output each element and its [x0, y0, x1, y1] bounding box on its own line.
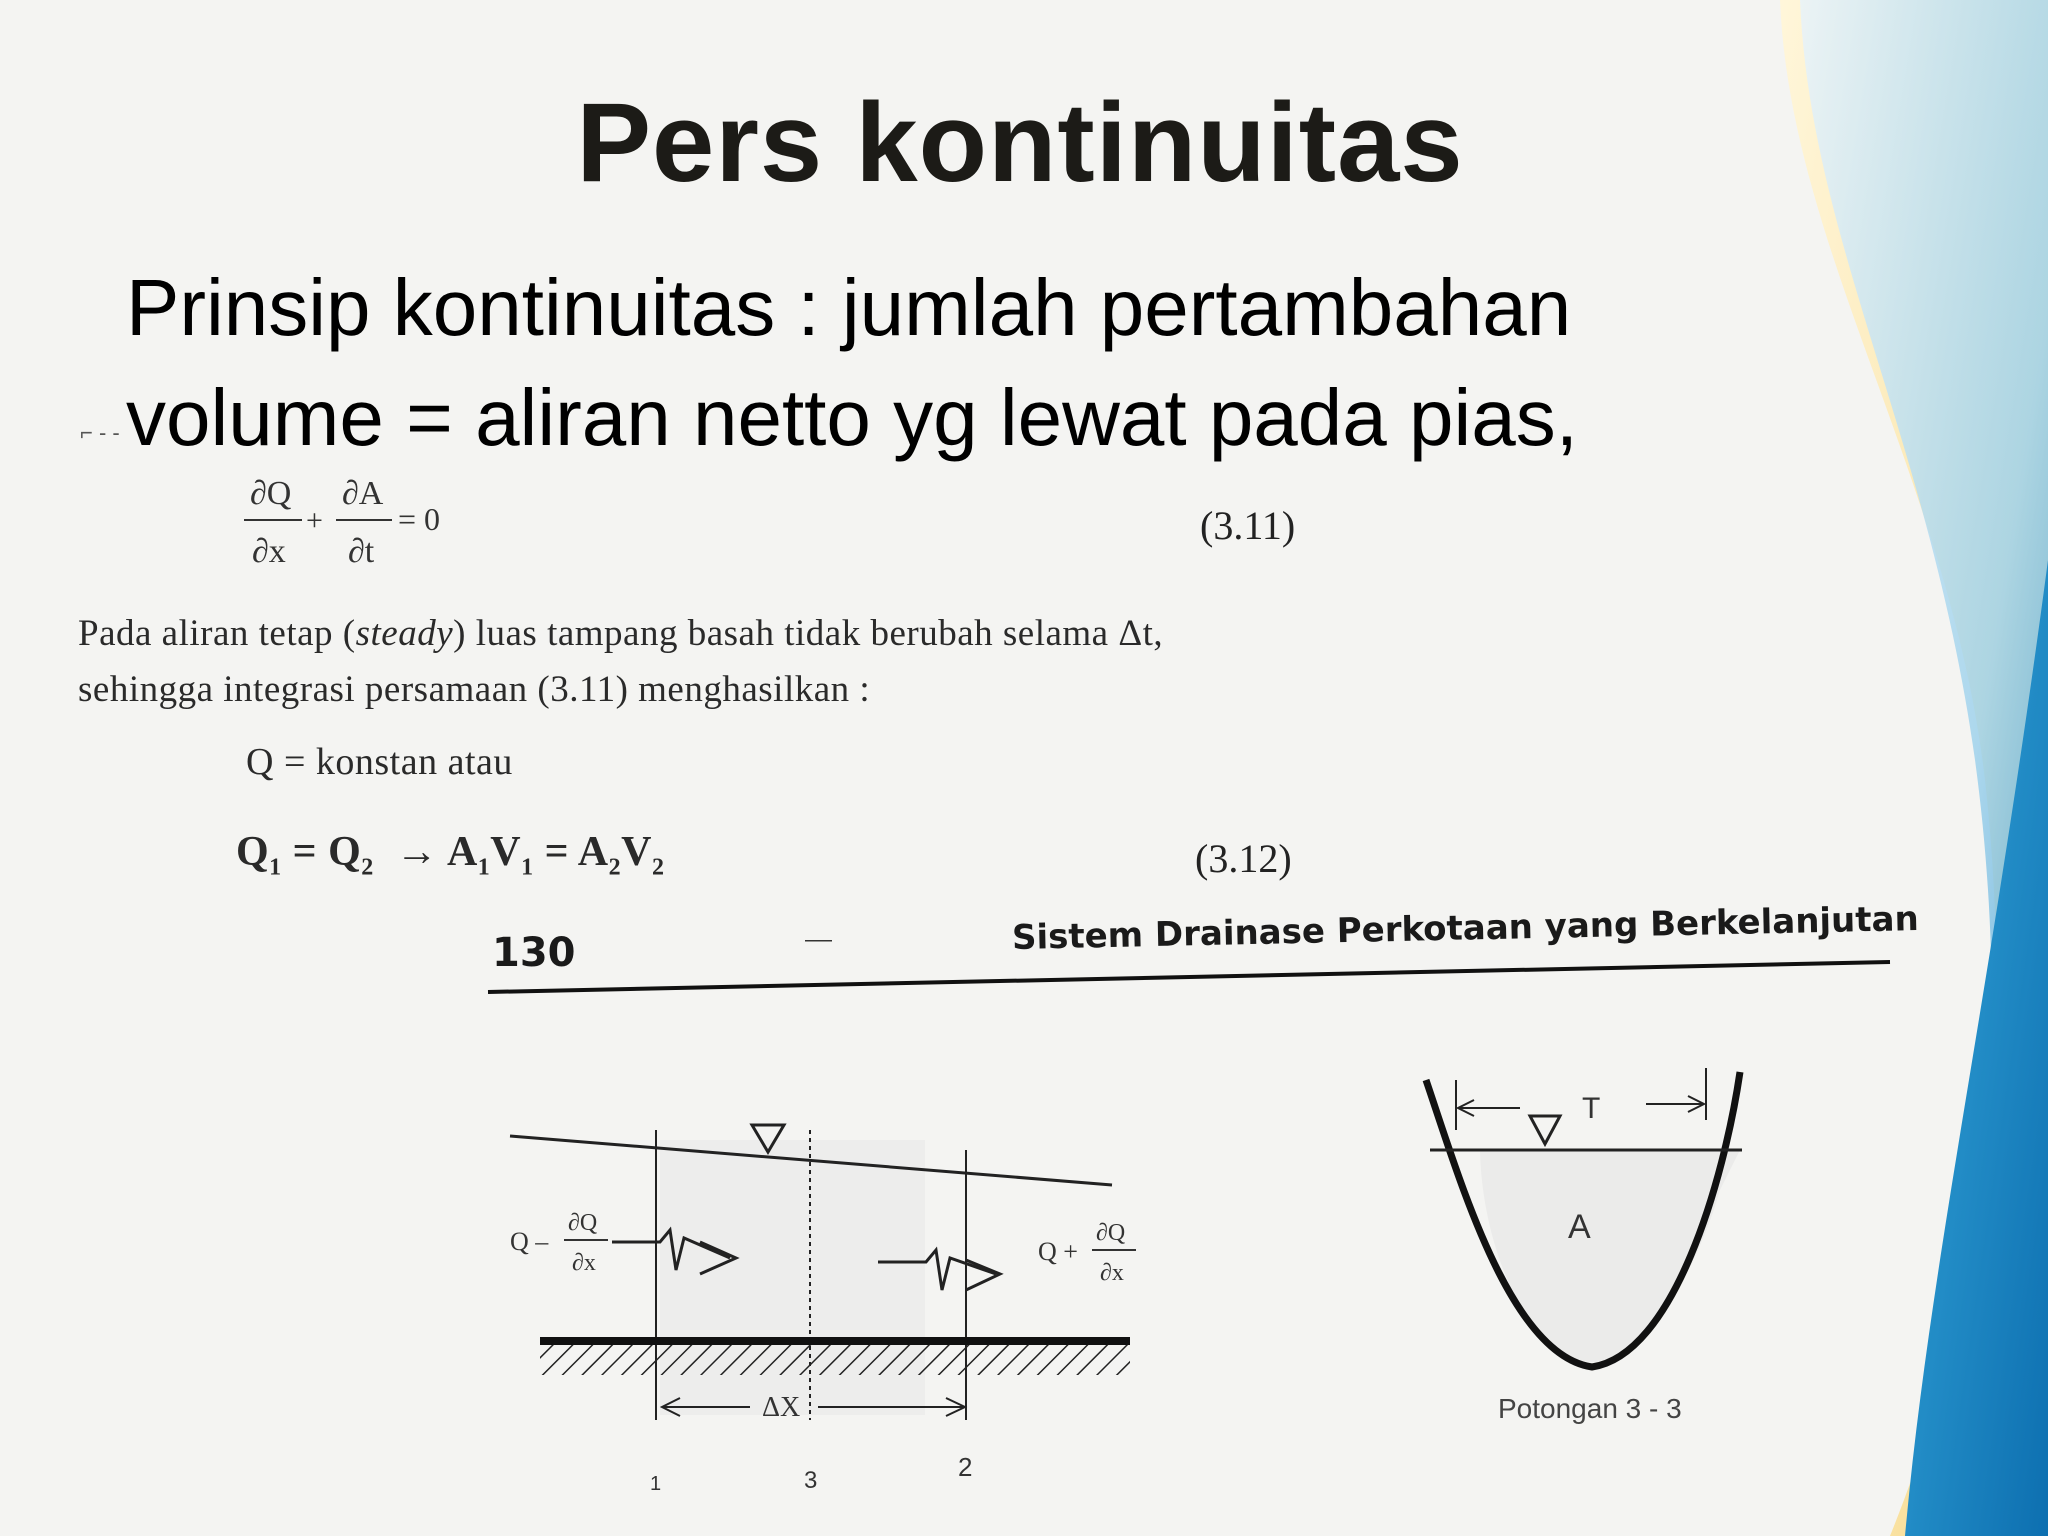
equation-312: $Q_1 = Q_2 \to A_1V_1 = A_2V_2$	[236, 829, 665, 881]
svg-text:Q –: Q –	[510, 1227, 549, 1256]
top-width-label: T	[1582, 1092, 1601, 1125]
equation-q-constant: Q = konstan atau	[246, 741, 513, 783]
eq-numerator-da: ∂A	[342, 475, 384, 512]
page-margin-mark: ⌐ - -	[80, 420, 120, 445]
equation-number-311: (3.11)	[1200, 503, 1296, 548]
book-title: Sistem Drainase Perkotaan yang Berkelanjutan	[1011, 899, 1920, 958]
cross-section-diagram	[1410, 1060, 1780, 1440]
area-label: A	[1568, 1208, 1591, 1246]
slide-title: Pers kontinuitas	[576, 80, 1464, 205]
eq-equals-zero: = 0	[398, 501, 441, 537]
inflow-numerator: ∂Q	[568, 1210, 598, 1236]
paragraph-line-2: sehingga integrasi persamaan (3.11) menghasilkan :	[78, 669, 871, 710]
inflow-denominator: ∂x	[572, 1250, 596, 1276]
cross-section-caption: Potongan 3 - 3	[1498, 1393, 1682, 1424]
delta-x-label: ΔX	[762, 1392, 801, 1423]
eq-denominator-dt: ∂t	[348, 533, 375, 570]
body-text-line-2: volume = aliran netto yg lewat pada pias,	[126, 373, 1578, 462]
continuity-equation	[240, 470, 480, 580]
channel-bed-hatching	[540, 1345, 1130, 1375]
section-label-1: 1	[650, 1473, 662, 1495]
svg-text:Q +: Q +	[1038, 1237, 1078, 1266]
section-label-3: 3	[804, 1467, 818, 1494]
outflow-denominator: ∂x	[1100, 1260, 1124, 1286]
section-label-2: 2	[958, 1452, 973, 1482]
channel-bed	[540, 1337, 1130, 1345]
eq-numerator-dq: ∂Q	[250, 475, 292, 512]
svg-text:+: +	[306, 504, 323, 537]
body-text-line-1: Prinsip kontinuitas : jumlah pertambahan	[126, 263, 1572, 352]
outflow-numerator: ∂Q	[1096, 1220, 1126, 1246]
footer-rule	[480, 940, 1900, 1000]
paragraph-line-1: Pada aliran tetap (steady) luas tampang basah tidak berubah selama Δt,	[78, 613, 1164, 654]
equation-number-312: (3.12)	[1195, 836, 1292, 881]
channel-flow-diagram	[500, 1080, 1160, 1500]
eq-denominator-dx: ∂x	[252, 533, 286, 570]
book-page-number: 130	[492, 930, 576, 976]
cross-section-water-level-icon	[1530, 1116, 1560, 1144]
